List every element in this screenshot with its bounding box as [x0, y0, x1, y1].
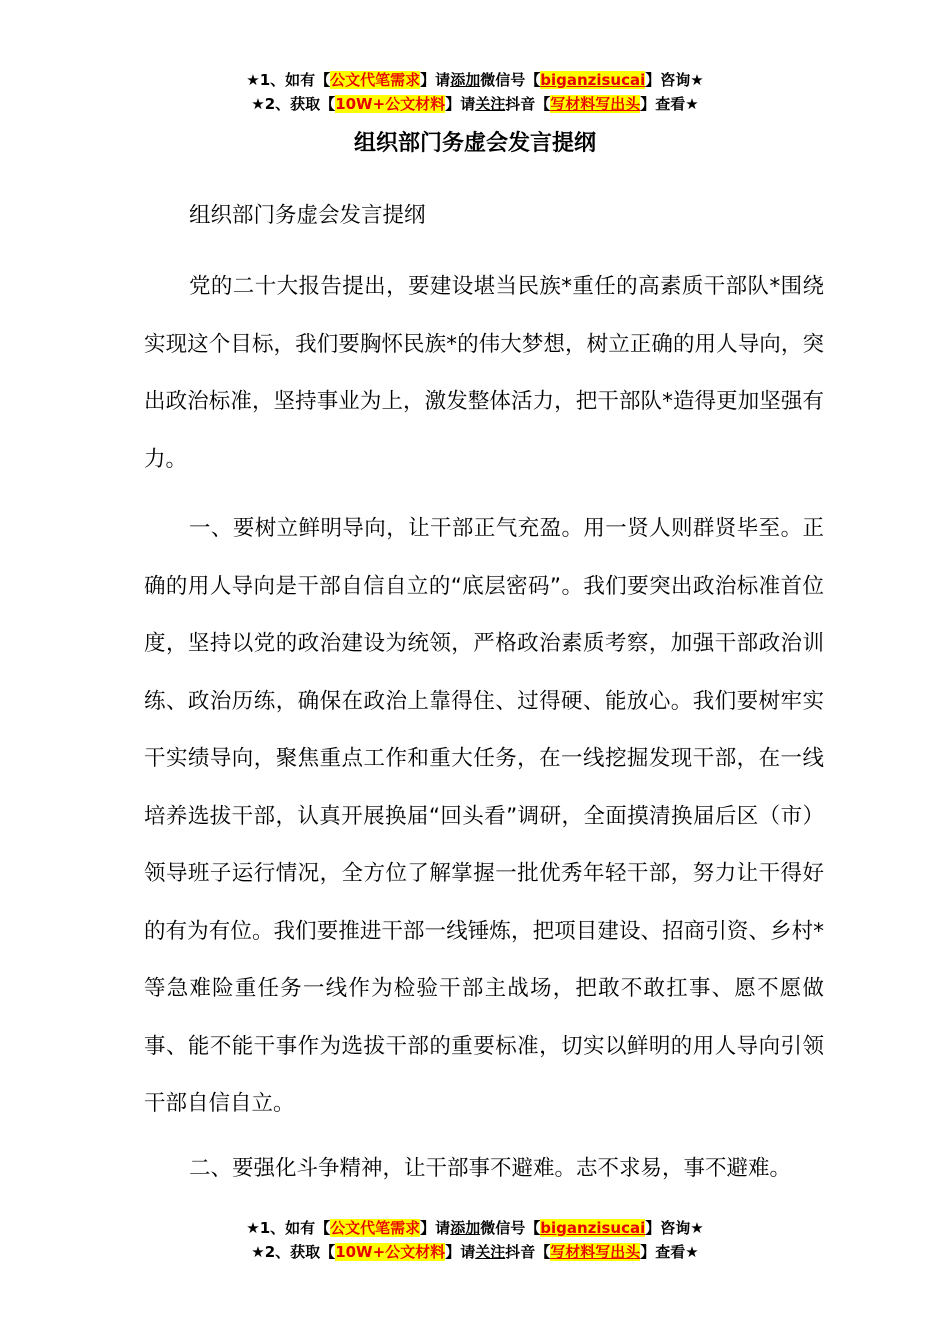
footer-line-2-middle-b: 抖音【	[505, 1243, 551, 1261]
banner-line-1-emphasis: 添加	[450, 71, 481, 89]
banner-line-1-middle-b: 微信号【	[480, 71, 541, 89]
footer-line-2-emphasis: 关注	[475, 1243, 506, 1261]
banner-line-2-highlight-materials: 10W+公文材料	[335, 95, 446, 113]
banner-line-2	[0, 92, 950, 116]
footer-line-1-suffix: 】咨询★	[645, 1219, 704, 1237]
banner-line-1-highlight-service: 公文代笔需求	[330, 71, 421, 89]
paragraph: 二、要强化斗争精神，让干部事不避难。志不求易，事不避难。	[189, 1156, 792, 1181]
banner-line-2-prefix: ★2、获取【	[251, 95, 336, 113]
banner-line-1-prefix: ★1、如有【	[246, 71, 331, 89]
paragraph-2-block	[144, 500, 824, 1133]
paragraph: 党的二十大报告提出，要建设堪当民族*重任的高素质干部队*围绕实现这个目标，我们要胸怀民族*的伟大梦想，树立正确的用人导向，突出政治标准，坚持事业为上，激发整体活力，把干部队*造得更加坚强有力。	[144, 274, 824, 472]
footer-banner-line-1	[0, 1216, 950, 1240]
footer-line-1-prefix: ★1、如有【	[246, 1219, 331, 1237]
footer-line-2-prefix: ★2、获取【	[251, 1243, 336, 1261]
footer-line-1-middle-b: 微信号【	[480, 1219, 541, 1237]
footer-line-1-highlight-service: 公文代笔需求	[330, 1219, 421, 1237]
banner-line-1-highlight-wechat: biganzisucai	[540, 71, 646, 89]
footer-line-1-emphasis: 添加	[450, 1219, 481, 1237]
banner-line-2-suffix: 】查看★	[640, 95, 699, 113]
banner-line-2-highlight-douyin: 写材料写出头	[550, 95, 641, 113]
paragraph-1-block	[144, 258, 824, 488]
footer-line-1-middle-a: 】请	[420, 1219, 451, 1237]
paragraph-3-block	[144, 1140, 824, 1198]
banner-line-1	[0, 68, 950, 92]
footer-line-1-highlight-wechat: biganzisucai	[540, 1219, 646, 1237]
banner-line-2-emphasis: 关注	[475, 95, 506, 113]
paragraph: 一、要树立鲜明导向，让干部正气充盈。用一贤人则群贤毕至。正确的用人导向是干部自信自立的“底层密码”。我们要突出政治标准首位度，坚持以党的政治建设为统领，严格政治素质考察，加强干部政治训练、政治历练，确保在政治上靠得住、过得硬、能放心。我们要树牢实干实绩导向，聚焦重点工作和重大任务，在一线挖掘发现干部，在一线培养选拔干部，认真开展换届“回头看”调研，全面摸清换届后区（市）领导班子运行情况，全方位了解掌握一批优秀年轻干部，努力让干得好的有为有位。我们要推进干部一线锤炼，把项目建设、招商引资、乡村*等急难险重任务一线作为检验干部主战场，把敢不敢扛事、愿不愿做事、能不能干事作为选拔干部的重要标准，切实以鲜明的用人导向引领干部自信自立。	[144, 516, 824, 1116]
footer-line-2-highlight-douyin: 写材料写出头	[550, 1243, 641, 1261]
footer-line-2-highlight-materials: 10W+公文材料	[335, 1243, 446, 1261]
banner-line-1-middle-a: 】请	[420, 71, 451, 89]
footer-line-2-middle-a: 】请	[445, 1243, 476, 1261]
banner-line-2-middle-a: 】请	[445, 95, 476, 113]
banner-line-1-suffix: 】咨询★	[645, 71, 704, 89]
footer-banner	[0, 1216, 950, 1264]
header-banner	[0, 68, 950, 116]
footer-banner-line-2	[0, 1240, 950, 1264]
banner-line-2-middle-b: 抖音【	[505, 95, 551, 113]
document-title: 组织部门务虚会发言提纲	[353, 131, 596, 156]
footer-line-2-suffix: 】查看★	[640, 1243, 699, 1261]
document-subtitle: 组织部门务虚会发言提纲	[189, 203, 426, 228]
